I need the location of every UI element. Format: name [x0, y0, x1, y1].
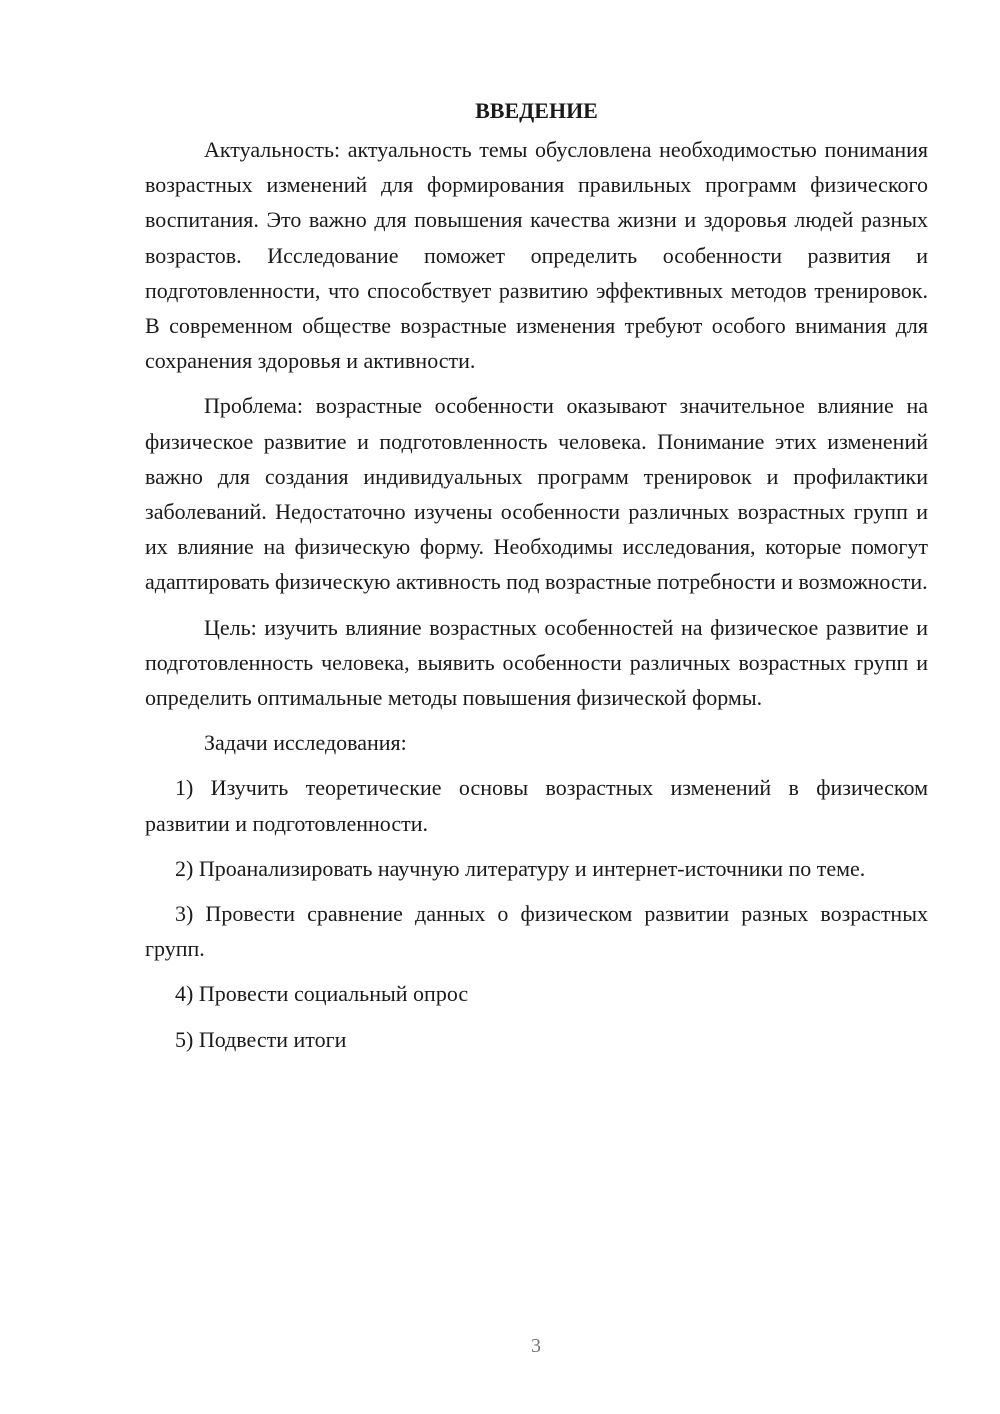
document-body — [145, 93, 928, 1067]
task-item-1: 1) Изучить теоретические основы возрастных изменений в физическом развитии и подготовленности. — [145, 775, 928, 836]
relevance-paragraph: Актуальность: актуальность темы обусловлена необходимостью понимания возрастных изменений для формирования правильных программ физического воспитания. Это важно для повышения качества жизни и здоровья людей разных возрастов. Исследование поможет определить особенности развития и подготовленности, что способствует развитию эффективных методов тренировок. В современном обществе возрастные изменения требуют особого внимания для сохранения здоровья и активности. — [145, 137, 928, 374]
task-item-3: 3) Провести сравнение данных о физическом развитии разных возрастных групп. — [145, 901, 928, 962]
page-number: 3 — [531, 1335, 541, 1357]
goal-paragraph: Цель: изучить влияние возрастных особенностей на физическое развитие и подготовленность человека, выявить особенности различных возрастных групп и определить оптимальные методы повышения физической формы. — [145, 614, 928, 711]
task-item-5: 5) Подвести итоги — [175, 1026, 347, 1052]
problem-paragraph: Проблема: возрастные особенности оказывают значительное влияние на физическое развитие и подготовленность человека. Понимание этих изменений важно для создания индивидуальных программ тренировок и профилактики заболеваний. Недостаточно изучены особенности различных возрастных групп и их влияние на физическую форму. Необходимы исследования, которые помогут адаптировать физическую активность под возрастные потребности и возможности. — [145, 393, 928, 595]
task-item-2: 2) Проанализировать научную литературу и интернет-источники по теме. — [175, 855, 866, 881]
tasks-heading: Задачи исследования: — [204, 730, 407, 756]
task-item-4: 4) Провести социальный опрос — [175, 981, 469, 1007]
page-title: ВВЕДЕНИЕ — [475, 98, 598, 123]
